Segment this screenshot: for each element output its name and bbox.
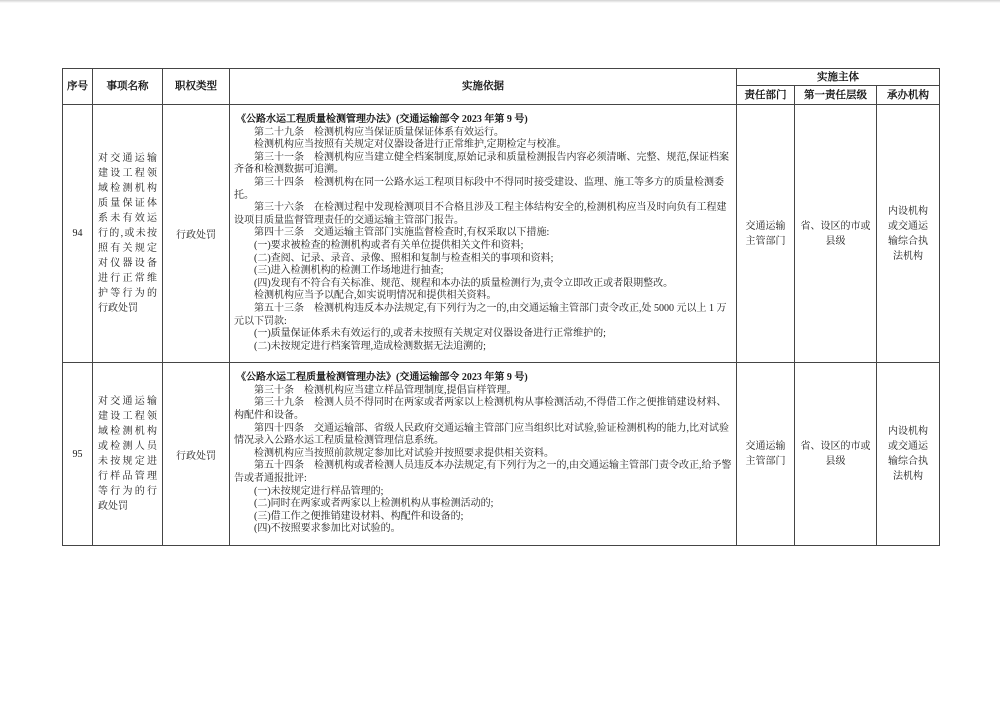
header-authority-type: 职权类型 [163, 69, 230, 105]
regulation-clause: 检测机构应当予以配合,如实说明情况和提供相关资料。 [254, 290, 497, 302]
regulation-title: 《公路水运工程质量检测管理办法》(交通运输部令 2023 年第 9 号) [236, 114, 528, 125]
serial-number-cell: 95 [63, 363, 93, 546]
regulation-clause: (一)质量保证体系未有效运行的,或者未按照有关规定对仪器设备进行正常维护的; [254, 328, 606, 340]
page-top-shadow [0, 0, 1000, 3]
power-list-table [62, 68, 940, 546]
header-implementation-subject: 实施主体 [737, 69, 940, 86]
regulation-clause: 检测机构应当按照前款规定参加比对试验并按照要求提供相关资料。 [254, 447, 554, 459]
regulation-clause: 检测机构应当按照有关规定对仪器设备进行正常维护,定期检定与校准。 [254, 139, 567, 151]
regulation-clause: (一)未按规定进行样品管理的; [254, 485, 384, 497]
regulation-title: 《公路水运工程质量检测管理办法》(交通运输部令 2023 年第 9 号) [236, 372, 528, 384]
table-body [63, 105, 940, 546]
table-header [63, 69, 940, 105]
header-first-responsibility-level: 第一责任层级 [795, 86, 877, 105]
header-responsible-department: 责任部门 [737, 86, 795, 105]
header-implementation-basis: 实施依据 [230, 69, 737, 105]
regulation-clause: (三)进入检测机构的检测工作场地进行抽查; [254, 265, 444, 277]
first-responsibility-level-cell: 省、设区的市或县级 [795, 105, 877, 363]
implementation-basis-cell [230, 105, 737, 363]
responsible-department-cell: 交通运输主管部门 [737, 105, 795, 363]
authority-type-cell: 行政处罚 [163, 363, 230, 546]
table-row [63, 105, 940, 363]
regulation-clause: (二)未按规定进行档案管理,造成检测数据无法追溯的; [254, 340, 486, 352]
regulation-clause: 第三十六条 在检测过程中发现检测项目不合格且涉及工程主体结构安全的,检测机构应当及时向负有工程建设项目质量监督管理责任的交通运输主管部门报告。 [234, 202, 727, 226]
header-undertaking-agency: 承办机构 [877, 86, 940, 105]
regulation-clause: 第三十九条 检测人员不得同时在两家或者两家以上检测机构从事检测活动,不得借工作之便推销建设材料、构配件和设备。 [234, 397, 727, 422]
responsible-department-cell: 交通运输主管部门 [737, 363, 795, 546]
authority-type-cell: 行政处罚 [163, 105, 230, 363]
undertaking-agency-cell: 内设机构或交通运输综合执法机构 [877, 105, 940, 363]
regulation-clause: 第三十一条 检测机构应当建立健全档案制度,原始记录和质量检测报告内容必须清晰、完整、规范,保证档案齐备和检测数据可追溯。 [234, 151, 729, 176]
regulation-clause: 第二十九条 检测机构应当保证质量保证体系有效运行。 [254, 126, 504, 138]
table-row [63, 363, 940, 546]
header-serial-number: 序号 [63, 69, 93, 105]
implementation-basis-cell [230, 363, 737, 546]
first-responsibility-level-cell: 省、设区的市或县级 [795, 363, 877, 546]
regulation-clause: (二)同时在两家或者两家以上检测机构从事检测活动的; [254, 498, 494, 510]
item-name-cell: 对交通运输建设工程领域检测机构或检测人员未按规定进行样品管理等行为的行政处罚 [93, 363, 163, 546]
regulation-clause: (四)不按照要求参加比对试验的。 [254, 523, 401, 535]
undertaking-agency-cell: 内设机构或交通运输综合执法机构 [877, 363, 940, 546]
regulation-clause: 第四十四条 交通运输部、省级人民政府交通运输主管部门应当组织比对试验,验证检测机构的能力,比对试验情况录入公路水运工程质量检测管理信息系统。 [234, 422, 729, 447]
regulation-clause: (三)借工作之便推销建设材料、构配件和设备的; [254, 510, 464, 522]
regulation-clause: 第五十四条 检测机构或者检测人员违反本办法规定,有下列行为之一的,由交通运输主管部门责令改正,给予警告或者通报批评: [234, 460, 732, 485]
regulation-clause: (四)发现有不符合有关标准、规范、规程和本办法的质量检测行为,责令立即改正或者限期整改。 [254, 277, 674, 289]
regulation-clause: 第三十四条 检测机构在同一公路水运工程项目标段中不得同时接受建设、监理、施工等多方的质量检测委托。 [234, 176, 724, 201]
regulation-clause: (一)要求被检查的检测机构或者有关单位提供相关文件和资料; [254, 239, 524, 251]
header-item-name: 事项名称 [93, 69, 163, 105]
regulation-clause: 第五十三条 检测机构违反本办法规定,有下列行为之一的,由交通运输主管部门责令改正,处 5000 元以上 1 万元以下罚款: [234, 302, 727, 327]
serial-number-cell: 94 [63, 105, 93, 363]
regulation-clause: 第三十条 检测机构应当建立样品管理制度,提倡盲样管理。 [254, 384, 517, 396]
regulation-clause: (二)查阅、记录、录音、录像、照相和复制与检查相关的事项和资料; [254, 252, 554, 264]
regulation-clause: 第四十三条 交通运输主管部门实施监督检查时,有权采取以下措施: [254, 227, 550, 239]
item-name-cell: 对交通运输建设工程领域检测机构质量保证体系未有效运行的,或未按照有关规定对仪器设备进行正常维护等行为的行政处罚 [93, 105, 163, 363]
